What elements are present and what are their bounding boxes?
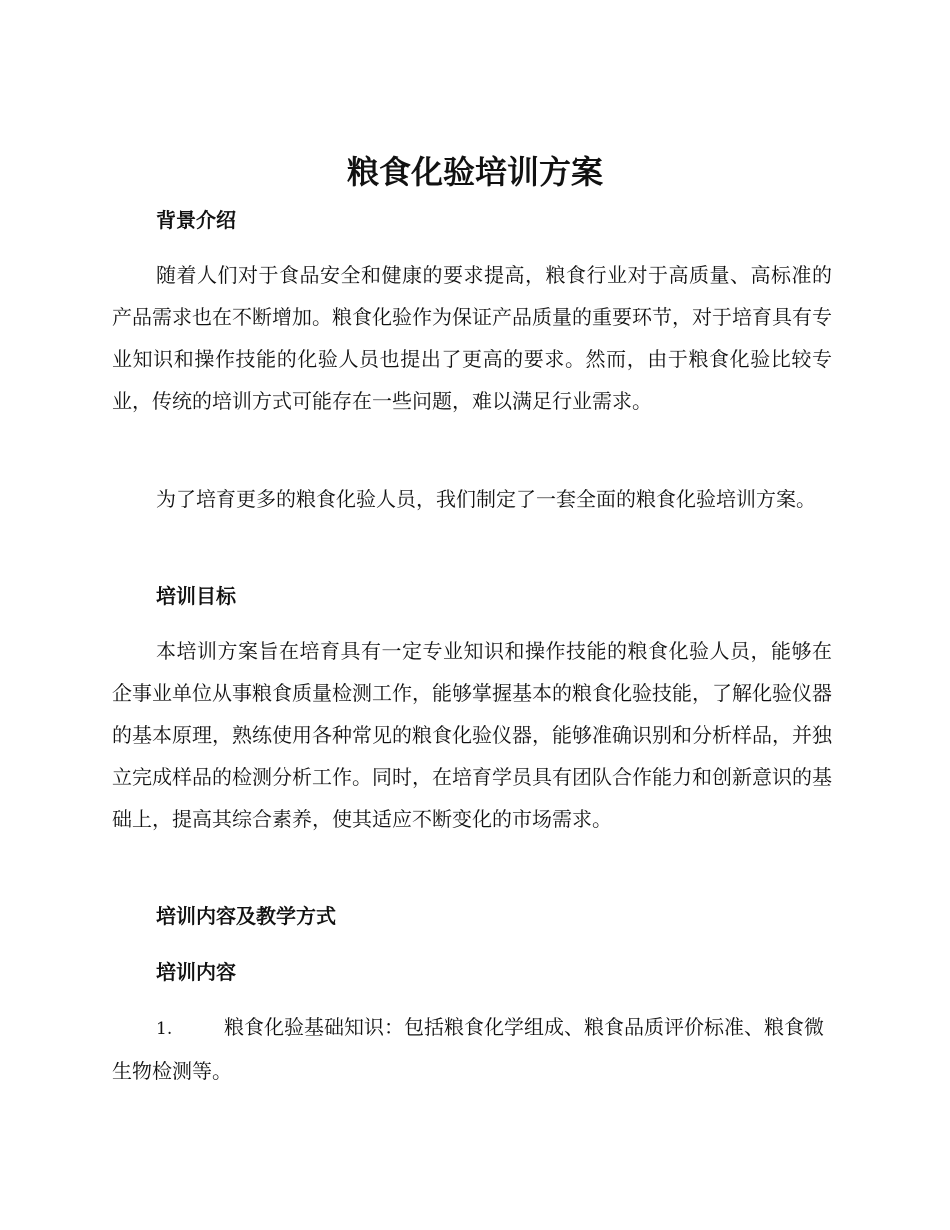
section-heading-content: 培训内容: [156, 960, 236, 984]
section-heading-background: 背景介绍: [156, 208, 236, 232]
background-paragraph-1: 随着人们对于食品安全和健康的要求提高，粮食行业对于高质量、高标准的产品需求也在不断增加。粮食化验作为保证产品质量的重要环节，对于培育具有专业知识和操作技能的化验人员也提出了更高的要求。然而，由于粮食化验比较专业，传统的培训方式可能存在一些问题，难以满足行业需求。: [112, 263, 832, 413]
section-heading-content-methods: 培训内容及教学方式: [156, 904, 336, 928]
section-heading-goals: 培训目标: [156, 584, 236, 608]
list-item-text: 粮食化验基础知识：包括粮食化学组成、粮食品质评价标准、粮食微生物检测等。: [112, 1015, 824, 1083]
goals-paragraph: 本培训方案旨在培育具有一定专业知识和操作技能的粮食化验人员，能够在企事业单位从事粮食质量检测工作，能够掌握基本的粮食化验技能，了解化验仪器的基本原理，熟练使用各种常见的粮食化验仪器，能够准确识别和分析样品，并独立完成样品的检测分析工作。同时，在培育学员具有团队合作能力和创新意识的基础上，提高其综合素养，使其适应不断变化的市场需求。: [112, 639, 832, 831]
list-item-number: 1.: [156, 1019, 173, 1039]
background-paragraph-2: 为了培育更多的粮食化验人员，我们制定了一套全面的粮食化验培训方案。: [156, 487, 816, 511]
list-item: [112, 1006, 832, 1092]
document-title: 粮食化验培训方案: [346, 153, 603, 191]
